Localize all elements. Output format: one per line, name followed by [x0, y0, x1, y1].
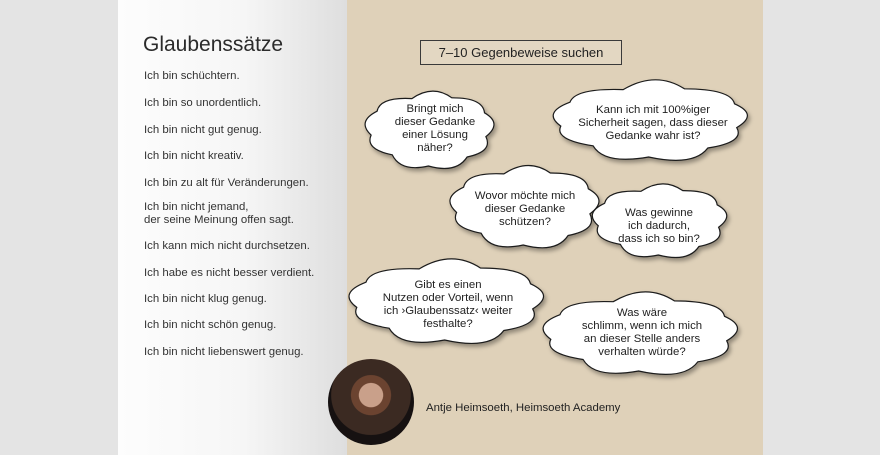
question-5: Gibt es einen Nutzen oder Vorteil, wenn ich ›Glaubenssatz‹ weiter festhalte?	[382, 279, 514, 330]
belief-item: Ich bin nicht kreativ.	[144, 150, 244, 162]
belief-item: Ich bin zu alt für Veränderungen.	[144, 177, 309, 189]
belief-item: Ich bin nicht gut genug.	[144, 124, 262, 136]
question-2: Kann ich mit 100%iger Sicherheit sagen, dass dieser Gedanke wahr ist?	[578, 104, 728, 142]
belief-item: Ich bin so unordentlich.	[144, 97, 262, 109]
belief-item: Ich bin nicht klug genug.	[144, 293, 267, 305]
slide-title: Glaubenssätze	[143, 33, 284, 56]
author-caption: Antje Heimsoeth, Heimsoeth Academy	[426, 402, 621, 414]
belief-item: Ich bin schüchtern.	[144, 70, 240, 82]
question-1: Bringt mich dieser Gedanke einer Lösung näher?	[394, 103, 476, 154]
belief-item: Ich bin nicht schön genug.	[144, 319, 277, 331]
question-3: Wovor möchte mich dieser Gedanke schützen?	[474, 190, 576, 228]
belief-item: Ich bin nicht liebenswert genug.	[144, 346, 304, 358]
heading-box: 7–10 Gegenbeweise suchen	[420, 40, 622, 65]
belief-item: Ich bin nicht jemand, der seine Meinung offen sagt.	[144, 201, 294, 226]
author-avatar	[328, 359, 414, 445]
belief-item: Ich kann mich nicht durchsetzen.	[144, 240, 310, 252]
question-4: Was gewinne ich dadurch, dass ich so bin?	[618, 207, 700, 245]
question-6: Was wäre schlimm, wenn ich mich an dieser Stelle anders verhalten würde?	[581, 307, 703, 358]
belief-item: Ich habe es nicht besser verdient.	[144, 267, 315, 279]
